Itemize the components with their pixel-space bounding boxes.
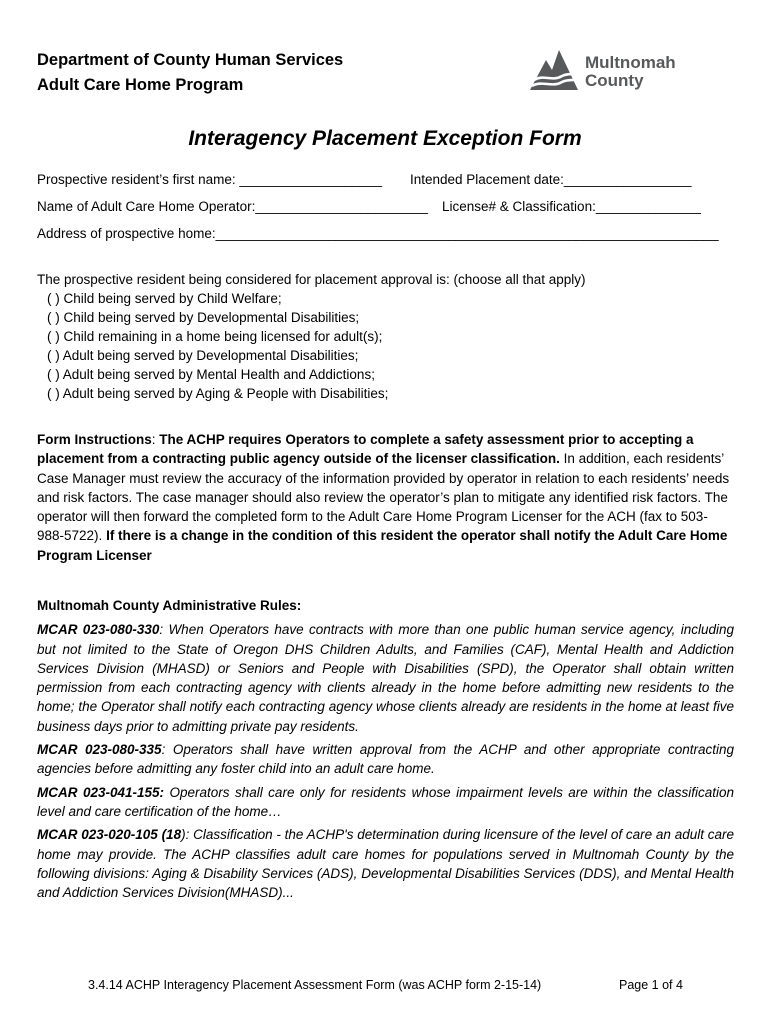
instructions-body: In addition, each residents’ Case Manager must review the accuracy of the information provided by operator in relation to each residents’ needs and risk factors. The case manager should also review the operator’s plan to mitigate any identified risk factors. The operator will then forward the completed form to the Adult Care Home Program Licenser for the ACH (fax to 503-988-5722). xyxy=(37,451,730,544)
choices-intro: The prospective resident being considered for placement approval is: (choose all that apply) xyxy=(37,272,586,287)
department-header xyxy=(37,48,343,98)
rules-heading: Multnomah County Administrative Rules: xyxy=(37,598,302,613)
program-name: Adult Care Home Program xyxy=(37,76,244,94)
rule-text: Operators shall care only for residents whose impairment levels are within the classification level and care certification of the home… xyxy=(37,784,734,819)
logo-line-2: County xyxy=(585,70,644,90)
footer-form-id: 3.4.14 ACHP Interagency Placement Assessment Form (was ACHP form 2-15-14) xyxy=(88,978,542,992)
choice-option[interactable]: ( ) Child remaining in a home being licensed for adult(s); xyxy=(47,329,383,344)
first-name-field[interactable]: Prospective resident’s first name: ___________________ xyxy=(37,172,382,187)
mountain-logo-icon xyxy=(528,46,584,92)
form-instructions xyxy=(37,430,733,565)
rule-code: MCAR 023-020-105 (18 xyxy=(37,827,182,843)
logo-text xyxy=(585,54,676,89)
rule-item xyxy=(37,825,734,902)
instructions-bold-notice: If there is a change in the condition of this resident the operator shall notify the Adult Care Home Program Licenser xyxy=(37,528,728,563)
placement-date-field[interactable]: Intended Placement date:_________________ xyxy=(410,172,692,187)
logo-line-1: Multnomah xyxy=(585,53,676,72)
footer-page-number: Page 1 of 4 xyxy=(619,978,683,992)
choice-option[interactable]: ( ) Child being served by Developmental Disabilities; xyxy=(47,310,360,325)
placement-choices xyxy=(37,270,737,403)
administrative-rules xyxy=(37,596,734,906)
rule-text: ): Classification - the ACHP's determination during licensure of the level of care an adult care home may provide. The ACHP classifies adult care homes for populations served in Multnomah County by the following divisions: Aging & Disability Services (ADS), Developmental Disabilities Services (DDS), and Mental Health and Addiction Services Division(MHASD)... xyxy=(37,827,734,901)
instructions-bold-requirement: The ACHP requires Operators to complete a safety assessment prior to accepting a placement from a contracting public agency outside of the licenser classification. xyxy=(37,432,694,467)
rule-code: MCAR 023-041-155: xyxy=(37,784,165,800)
instructions-label: Form Instructions xyxy=(37,432,152,447)
rule-text: : When Operators have contracts with more than one public human service agency, including but not limited to the State of Oregon DHS Children Adults, and Families (CAF), Mental Health and Addiction Services Division (MHASD) or Seniors and People with Disabilities (SPD), the Operator shall obtain written permission from each contracting agency with clients already in the home before admitting new residents to the home; the Operator shall notify each contracting agency whose clients already are residents in the home at least five business days prior to admitting private pay residents. xyxy=(37,622,734,734)
form-title: Interagency Placement Exception Form xyxy=(188,127,582,150)
instructions-colon: : xyxy=(151,432,160,447)
choice-option[interactable]: ( ) Adult being served by Mental Health and Addictions; xyxy=(47,367,375,382)
address-field[interactable]: Address of prospective home:___________________________________________________________________ xyxy=(37,226,719,241)
choice-option[interactable]: ( ) Adult being served by Developmental Disabilities; xyxy=(47,348,359,363)
rule-item xyxy=(37,783,734,822)
rule-item xyxy=(37,740,734,779)
rule-code: MCAR 023-080-330 xyxy=(37,622,160,638)
choice-option[interactable]: ( ) Adult being served by Aging & People with Disabilities; xyxy=(47,386,389,401)
operator-name-field[interactable]: Name of Adult Care Home Operator:_______________________ xyxy=(37,199,429,214)
department-name: Department of County Human Services xyxy=(37,51,344,69)
license-classification-field[interactable]: License# & Classification:______________ xyxy=(442,199,701,214)
rule-code: MCAR 023-080-335 xyxy=(37,742,162,758)
resident-fields xyxy=(37,171,737,252)
rule-item xyxy=(37,620,734,736)
multnomah-county-logo xyxy=(528,46,688,94)
choice-option[interactable]: ( ) Child being served by Child Welfare; xyxy=(47,291,282,306)
rule-text: : Operators shall have written approval from the ACHP and other appropriate contracting agencies before admitting any foster child into an adult care home. xyxy=(37,742,734,777)
